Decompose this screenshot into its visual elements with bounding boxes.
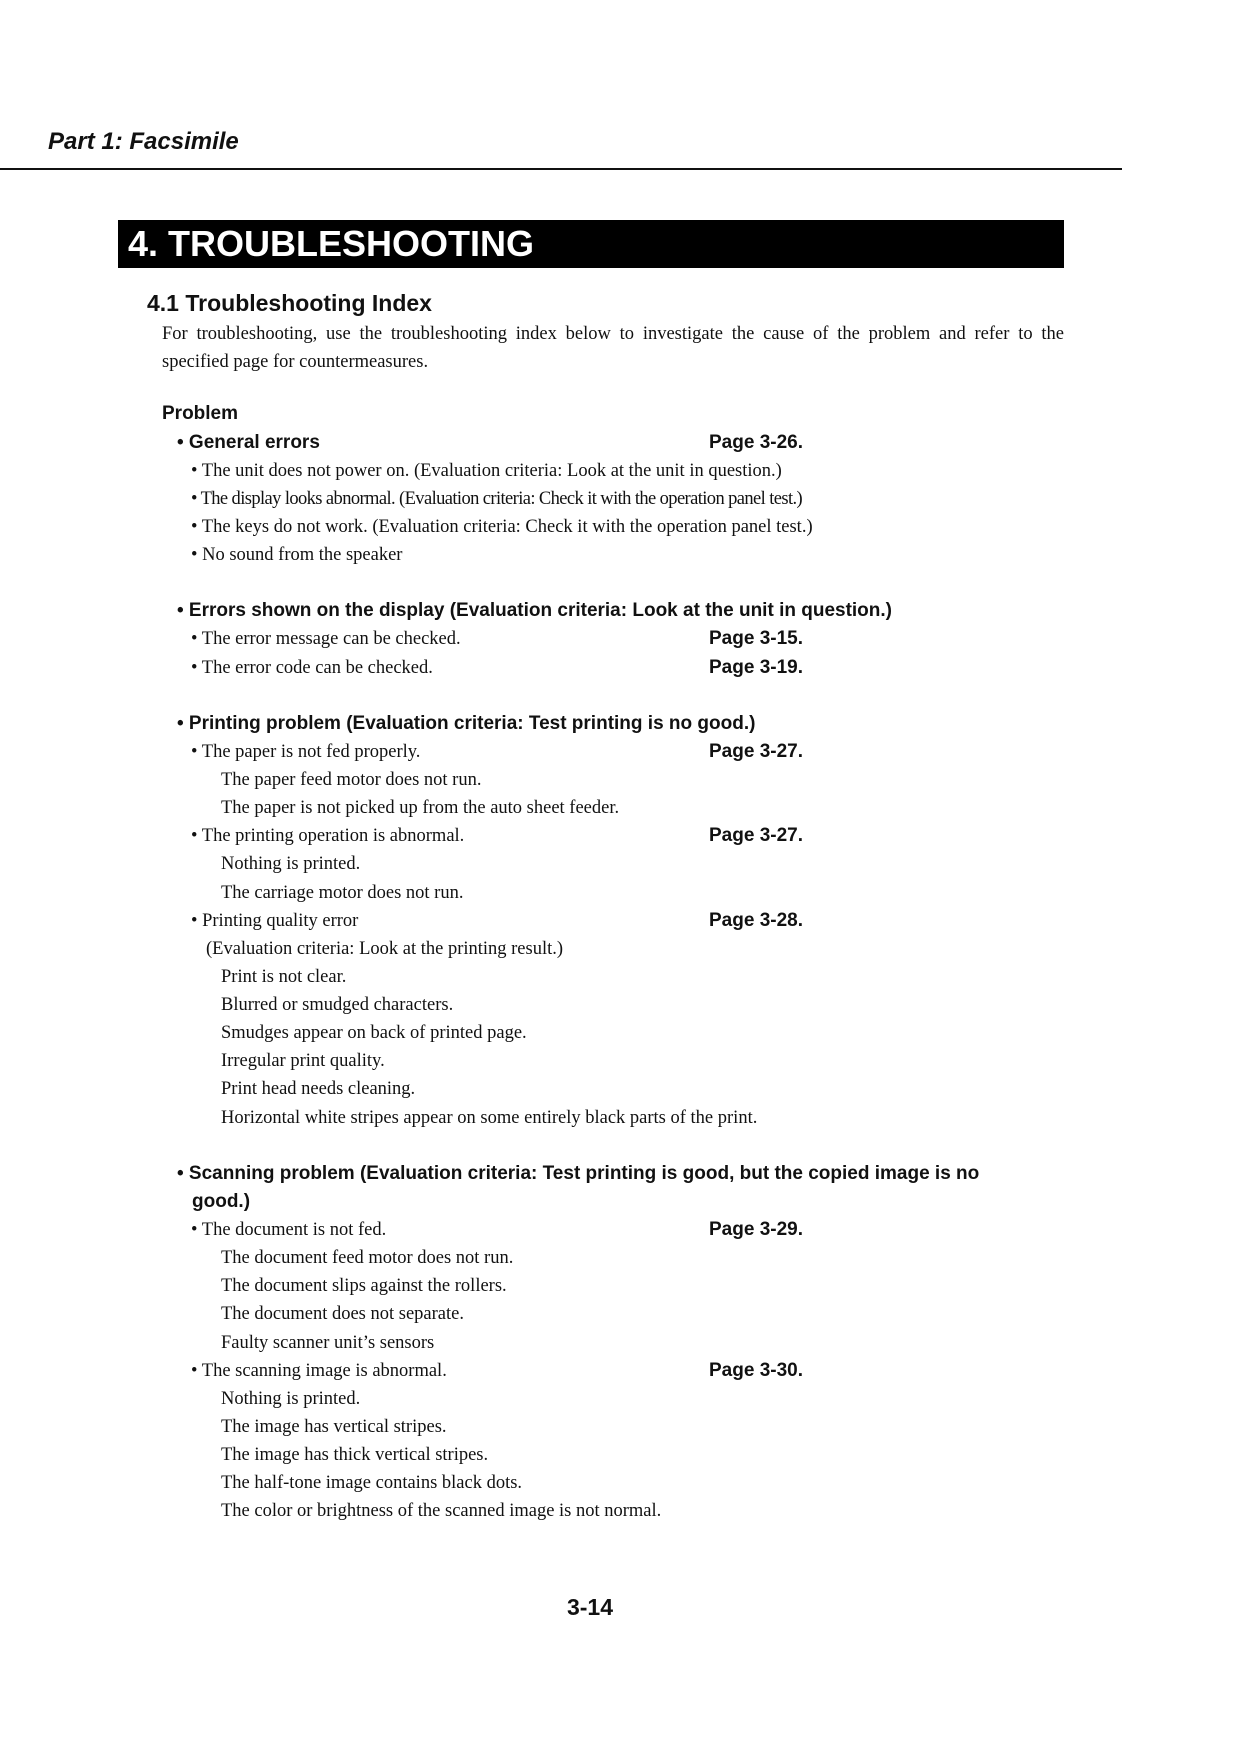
- page-ref: Page 3-29.: [709, 1219, 803, 1240]
- list-item: • The unit does not power on. (Evaluation criteria: Look at the unit in question.): [191, 461, 782, 481]
- page-ref: Page 3-30.: [709, 1360, 803, 1381]
- sub-item: The image has thick vertical stripes.: [221, 1445, 489, 1465]
- list-item: • No sound from the speaker: [191, 545, 403, 565]
- category-scanning-problem-cont: good.): [192, 1191, 251, 1212]
- sub-item: The document feed motor does not run.: [221, 1248, 514, 1268]
- section-title: 4.1 Troubleshooting Index: [147, 290, 432, 316]
- sub-item: Smudges appear on back of printed page.: [221, 1023, 527, 1043]
- page-ref: Page 3-28.: [709, 910, 803, 931]
- sub-item: Irregular print quality.: [221, 1051, 385, 1071]
- sub-item: The half-tone image contains black dots.: [221, 1473, 523, 1493]
- list-item: • The document is not fed.: [191, 1220, 387, 1240]
- chapter-title: 4. TROUBLESHOOTING: [118, 220, 1064, 268]
- category-display-errors: • Errors shown on the display (Evaluation criteria: Look at the unit in question.): [177, 600, 893, 621]
- sub-item: The image has vertical stripes.: [221, 1417, 447, 1437]
- list-item: • The error message can be checked.: [191, 629, 461, 649]
- category-general-errors: • General errors: [177, 432, 320, 453]
- sub-item: Horizontal white stripes appear on some entirely black parts of the print.: [221, 1108, 758, 1128]
- sub-item: Nothing is printed.: [221, 854, 361, 874]
- list-item: • The printing operation is abnormal.: [191, 826, 465, 846]
- sub-item: The paper feed motor does not run.: [221, 770, 482, 790]
- sub-item: The document slips against the rollers.: [221, 1276, 507, 1296]
- evaluation-criteria: (Evaluation criteria: Look at the printing result.): [206, 939, 564, 959]
- category-scanning-problem: • Scanning problem (Evaluation criteria: Test printing is good, but the copied image is no: [177, 1163, 980, 1184]
- sub-item: Blurred or smudged characters.: [221, 995, 454, 1015]
- sub-item: The paper is not picked up from the auto sheet feeder.: [221, 798, 620, 818]
- section-intro: For troubleshooting, use the troubleshooting index below to investigate the cause of the problem and refer to the specified page for countermeasures.: [162, 324, 1064, 372]
- sub-item: Print head needs cleaning.: [221, 1079, 416, 1099]
- sub-item: The carriage motor does not run.: [221, 883, 464, 903]
- page-ref: Page 3-27.: [709, 825, 803, 846]
- list-item: • The display looks abnormal. (Evaluation criteria: Check it with the operation panel test.): [191, 489, 803, 509]
- sub-item: The color or brightness of the scanned image is not normal.: [221, 1501, 662, 1521]
- page-ref: Page 3-27.: [709, 741, 803, 762]
- sub-item: Nothing is printed.: [221, 1389, 361, 1409]
- list-item: • The error code can be checked.: [191, 658, 433, 678]
- page-ref: Page 3-15.: [709, 628, 803, 649]
- list-item: • Printing quality error: [191, 911, 359, 931]
- page-ref: Page 3-19.: [709, 657, 803, 678]
- header-rule: [0, 168, 1122, 170]
- category-printing-problem: • Printing problem (Evaluation criteria: Test printing is no good.): [177, 713, 756, 734]
- page-ref-general: Page 3-26.: [709, 432, 803, 453]
- sub-item: The document does not separate.: [221, 1304, 464, 1324]
- list-item: • The paper is not fed properly.: [191, 742, 421, 762]
- sub-item: Faulty scanner unit’s sensors: [221, 1333, 435, 1353]
- list-item: • The keys do not work. (Evaluation criteria: Check it with the operation panel test.): [191, 517, 813, 537]
- running-head: Part 1: Facsimile: [48, 128, 239, 155]
- page-number: 3-14: [566, 1594, 614, 1620]
- index-heading: Problem: [162, 403, 239, 424]
- list-item: • The scanning image is abnormal.: [191, 1361, 447, 1381]
- sub-item: Print is not clear.: [221, 967, 347, 987]
